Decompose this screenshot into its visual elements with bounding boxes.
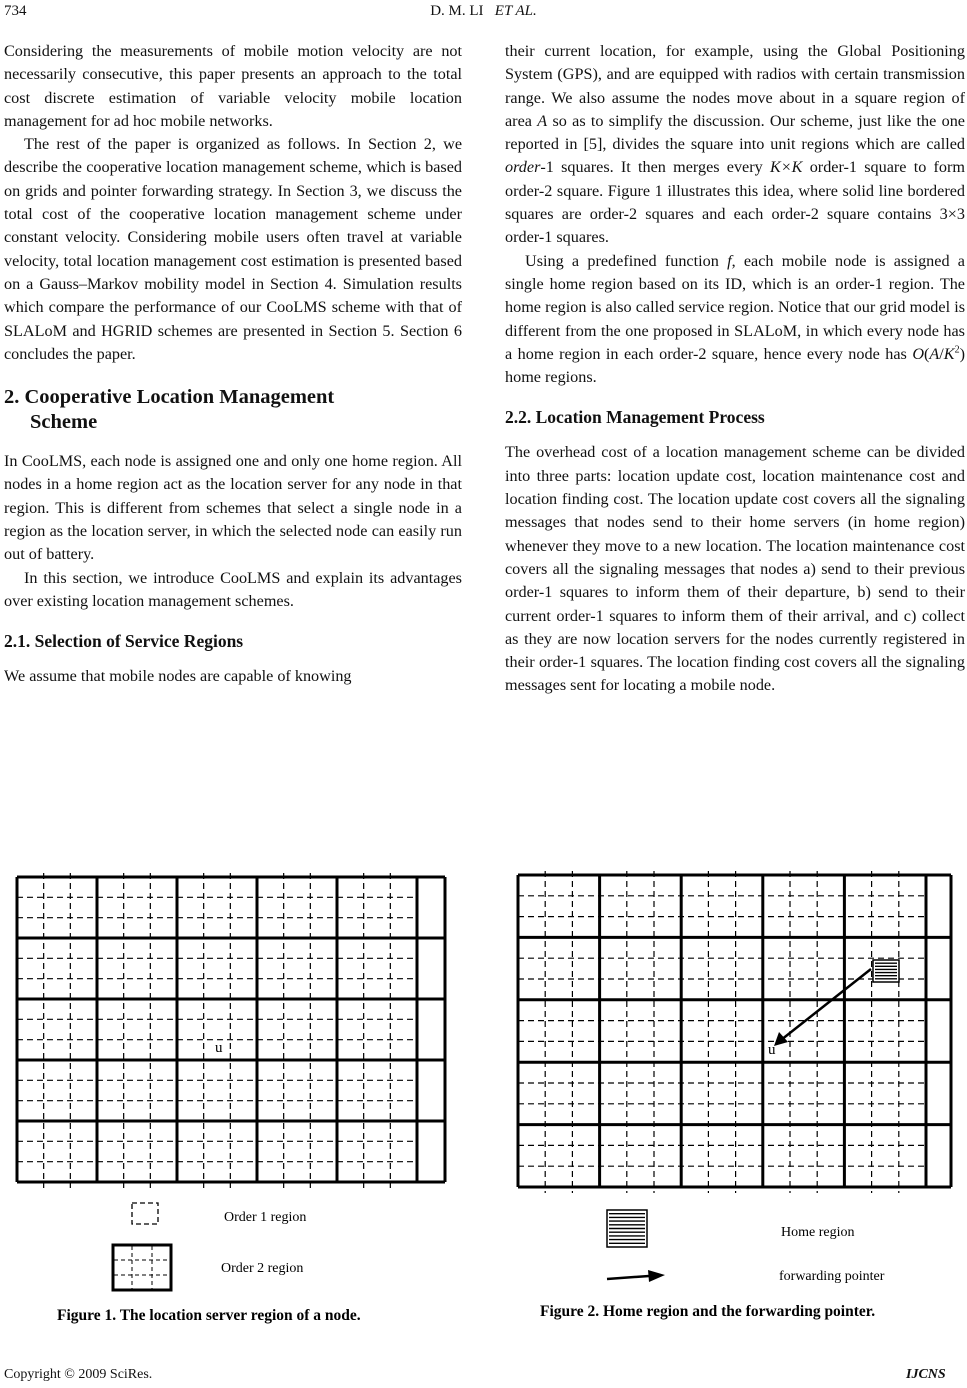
right-paragraph-1: [505, 40, 965, 250]
right-p2-var-f: f: [727, 251, 732, 270]
running-header-etal: ET AL.: [494, 3, 537, 19]
figure-1: [0, 860, 480, 1340]
forwarding-pointer-arrow: [774, 969, 871, 1046]
figure-2-node-label: u: [768, 1042, 776, 1058]
right-p1-order: order: [505, 158, 541, 177]
right-p2-var-O: O: [912, 344, 925, 363]
right-p2-sup: 2: [954, 344, 960, 356]
right-p2-var-A: A: [929, 344, 940, 363]
left-paragraph-3: In CooLMS, each node is assigned one and only one home region. All nodes in a home region act as the location server for any node in that region. This is different from schemes that select a single node in a region as the location server, in which the selected node can easily run out of battery.: [4, 452, 462, 564]
order-1-legend-swatch: [132, 1203, 158, 1224]
left-paragraph-5: We assume that mobile nodes are capable of knowing: [4, 667, 352, 686]
figure-1-grid: [17, 873, 445, 1188]
right-p2-text-a: Using a predefined function: [525, 251, 728, 270]
running-header-authors: D. M. LI: [430, 3, 484, 19]
left-column: [4, 40, 462, 689]
forwarding-pointer-legend-label: forwarding pointer: [779, 1269, 885, 1284]
figure-2: [485, 860, 967, 1340]
figure-2-caption: Figure 2. Home region and the forwarding pointer.: [540, 1303, 876, 1320]
footer-journal: IJCNS: [906, 1367, 946, 1382]
left-paragraph-1: Considering the measurements of mobile motion velocity are not necessarily consecutive, this paper presents an approach to the total cost discrete estimation of variable velocity mobile location management for ad hoc mobile networks.: [4, 42, 462, 130]
right-paragraph-2: [505, 250, 965, 390]
running-header: [0, 3, 967, 20]
forwarding-pointer-legend-swatch: [607, 1270, 665, 1282]
section-2-heading-line1: 2. Cooperative Location Management: [4, 386, 335, 409]
home-region-legend-label: Home region: [781, 1225, 855, 1240]
right-p1-text-a: their current location, for example, using the Global Positioning System (GPS), and are equipped with radios with certain transmission range. We also assume the nodes move about in a square region of area: [505, 42, 965, 130]
right-p1-KxK: K×K: [769, 158, 803, 177]
right-p2-text-c: ) home regions.: [505, 344, 965, 387]
section-2-heading-line2: Scheme: [30, 411, 98, 434]
right-column: [505, 40, 965, 698]
page-number: 734: [4, 3, 27, 19]
left-paragraph-4: In this section, we introduce CooLMS and explain its advantages over existing location management schemes.: [4, 568, 462, 610]
right-paragraph-3: The overhead cost of a location management scheme can be divided into three parts: location update cost, location maintenance cost and location finding cost. The location update cost covers all the signaling messages that nodes send to their home servers (in home region) whenever they move to a new location. The location maintenance cost covers all the signaling messages that nodes a) send to their previous order-1 squares to inform them of their departure, b) send to their current order-1 squares to inform them of their arrival, and c) collect as they are now location servers for the nodes currently registered in their order-1 squares. The location finding cost covers all the signaling messages sent for locating a mobile node.: [505, 443, 965, 695]
order-2-legend-label: Order 2 region: [221, 1261, 304, 1276]
home-region-legend-swatch: [607, 1210, 647, 1247]
right-p2-paren: (: [924, 344, 930, 363]
footer-copyright: Copyright © 2009 SciRes.: [4, 1367, 153, 1382]
section-2-2-heading: 2.2. Location Management Process: [505, 407, 765, 428]
right-p2-text-b: , each mobile node is assigned a single home region based on its ID, which is an order-1 region. The home region is also called service region. Notice that our grid model is different from the one proposed in SLALoM, in which every node has a home region in each order-2 square, hence every node has: [505, 251, 965, 363]
figure-1-node-label: u: [215, 1040, 223, 1056]
right-p1-text-c: -1 squares. It then merges every: [540, 158, 770, 177]
right-p2-slash: /: [939, 344, 944, 363]
home-region-marker: [873, 960, 899, 982]
order-1-legend-label: Order 1 region: [224, 1210, 307, 1225]
section-2-1-heading: 2.1. Selection of Service Regions: [4, 631, 244, 652]
right-p1-text-d: order-1 square to form order-2 square. Figure 1 illustrates this idea, where solid line bordered squares are order-2 squares and each order-2 square contains 3×3 order-1 squares.: [505, 158, 965, 247]
right-p1-var-A: A: [537, 111, 548, 130]
right-p2-var-K: K: [943, 344, 955, 363]
figure-1-caption: Figure 1. The location server region of a node.: [57, 1307, 361, 1324]
section-2-heading: [4, 385, 462, 435]
left-paragraph-2: The rest of the paper is organized as follows. In Section 2, we describe the cooperative location management scheme, which is based on grids and pointer forwarding strategy. In Section 3, we discuss the total cost of the cooperative location management scheme under constant velocity. Considering mobile users often travel at variable velocity, total location management cost estimation is presented based on a Gauss–Markov mobility model in Section 4. Simulation results which compare the performance of our CooLMS scheme with that of SLALoM and HGRID schemes are presented in Section 5. Section 6 concludes the paper.: [4, 135, 462, 363]
figure-2-grid: [518, 871, 951, 1193]
right-p1-text-b: so as to simplify the discussion. Our scheme, just like the one reported in [5], divides the square into unit regions which are called: [505, 111, 965, 154]
order-2-legend-swatch: [113, 1245, 171, 1290]
